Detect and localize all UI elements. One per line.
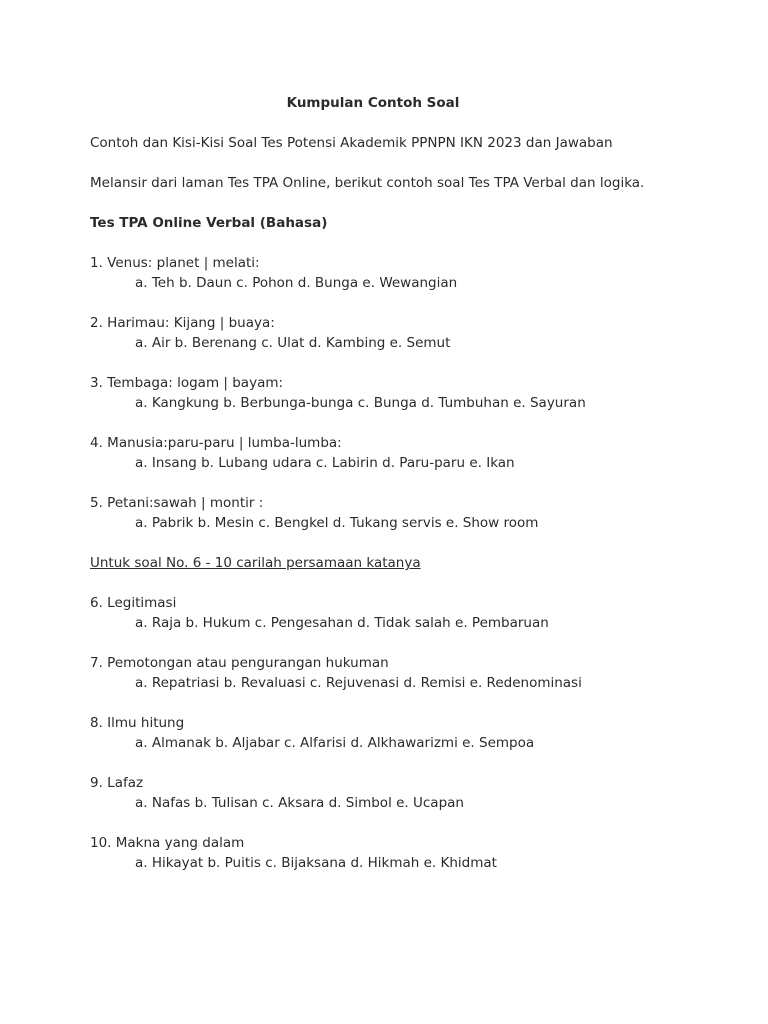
document-page xyxy=(90,93,690,893)
question-stem: 5. Petani:sawah | montir : xyxy=(90,495,264,511)
question-options: a. Nafas b. Tulisan c. Aksara d. Simbol e. Ucapan xyxy=(135,795,464,811)
question-stem: 7. Pemotongan atau pengurangan hukuman xyxy=(90,655,389,671)
question-9 xyxy=(90,773,690,813)
question-4 xyxy=(90,433,690,473)
question-stem: 2. Harimau: Kijang | buaya: xyxy=(90,315,275,331)
instruction-text: Untuk soal No. 6 - 10 carilah persamaan katanya xyxy=(90,555,421,571)
question-2 xyxy=(90,313,690,353)
question-options: a. Air b. Berenang c. Ulat d. Kambing e. Semut xyxy=(135,335,451,351)
question-options: a. Raja b. Hukum c. Pengesahan d. Tidak salah e. Pembaruan xyxy=(135,615,549,631)
question-7 xyxy=(90,653,690,693)
question-6 xyxy=(90,593,690,633)
question-1 xyxy=(90,253,690,293)
question-stem: 4. Manusia:paru-paru | lumba-lumba: xyxy=(90,435,342,451)
question-options: a. Insang b. Lubang udara c. Labirin d. Paru-paru e. Ikan xyxy=(135,455,515,471)
question-options: a. Repatriasi b. Revaluasi c. Rejuvenasi d. Remisi e. Redenominasi xyxy=(135,675,582,691)
question-options: a. Almanak b. Aljabar c. Alfarisi d. Alkhawarizmi e. Sempoa xyxy=(135,735,535,751)
intro-paragraph-2: Melansir dari laman Tes TPA Online, berikut contoh soal Tes TPA Verbal dan logika. xyxy=(90,175,645,191)
question-stem: 1. Venus: planet | melati: xyxy=(90,255,260,271)
question-options: a. Kangkung b. Berbunga-bunga c. Bunga d. Tumbuhan e. Sayuran xyxy=(135,395,586,411)
intro-paragraph-1: Contoh dan Kisi-Kisi Soal Tes Potensi Akademik PPNPN IKN 2023 dan Jawaban xyxy=(90,135,613,151)
question-stem: 9. Lafaz xyxy=(90,775,144,791)
question-options: a. Teh b. Daun c. Pohon d. Bunga e. Wewangian xyxy=(135,275,458,291)
question-stem: 10. Makna yang dalam xyxy=(90,835,245,851)
question-3 xyxy=(90,373,690,413)
question-options: a. Hikayat b. Puitis c. Bijaksana d. Hikmah e. Khidmat xyxy=(135,855,497,871)
question-stem: 3. Tembaga: logam | bayam: xyxy=(90,375,284,391)
section-heading: Tes TPA Online Verbal (Bahasa) xyxy=(90,215,328,231)
question-options: a. Pabrik b. Mesin c. Bengkel d. Tukang servis e. Show room xyxy=(135,515,539,531)
question-10 xyxy=(90,833,690,873)
question-5 xyxy=(90,493,690,533)
question-stem: 6. Legitimasi xyxy=(90,595,177,611)
document-title: Kumpulan Contoh Soal xyxy=(286,95,460,111)
question-8 xyxy=(90,713,690,753)
question-stem: 8. Ilmu hitung xyxy=(90,715,185,731)
